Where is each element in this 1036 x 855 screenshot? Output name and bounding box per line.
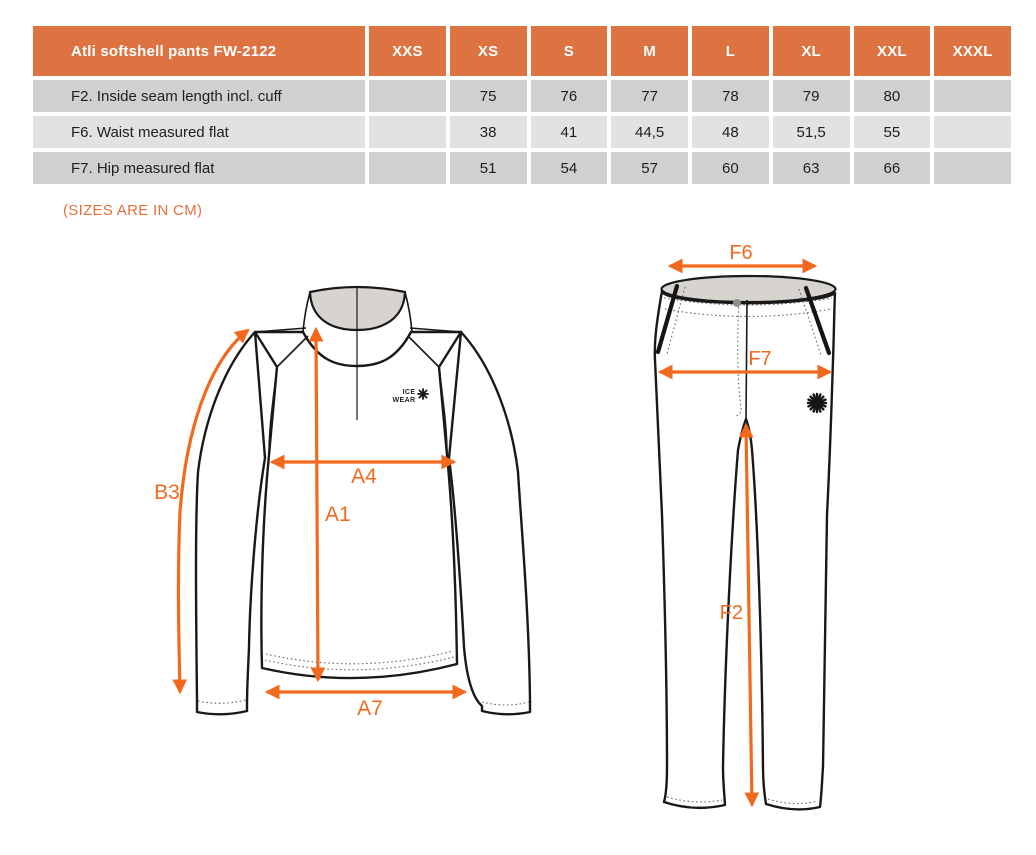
pants-diagram (610, 235, 950, 835)
label-a1: A1 (325, 503, 351, 526)
cell-inseam-xxl: 80 (854, 80, 931, 112)
cell-waist-xl: 51,5 (773, 116, 850, 148)
table-title: Atli softshell pants FW-2122 (33, 26, 365, 76)
row-label-inseam: F2. Inside seam length incl. cuff (33, 80, 365, 112)
brand-snowflake-icon (418, 389, 428, 399)
pants-drawing (655, 242, 836, 809)
cell-waist-xxxl (934, 116, 1011, 148)
snowflake-icon (808, 394, 826, 412)
label-b3: B3 (154, 481, 180, 504)
row-label-waist: F6. Waist measured flat (33, 116, 365, 148)
label-f6: F6 (729, 242, 753, 264)
label-f7: F7 (748, 348, 772, 370)
brand-logo-line1: ICE (402, 389, 416, 396)
pullover-diagram (148, 262, 568, 742)
cell-waist-xs: 38 (450, 116, 527, 148)
size-col-l: L (692, 26, 769, 76)
a1-arrow (316, 329, 318, 680)
cell-hip-l: 60 (692, 152, 769, 184)
label-f2: F2 (719, 602, 743, 624)
size-col-s: S (531, 26, 608, 76)
brand-logo-line2: WEAR (392, 397, 416, 404)
cell-hip-s: 54 (531, 152, 608, 184)
label-a7: A7 (357, 697, 383, 720)
fly-center-line (746, 300, 747, 419)
cell-inseam-xl: 79 (773, 80, 850, 112)
size-col-xxxl: XXXL (934, 26, 1011, 76)
cell-waist-m: 44,5 (611, 116, 688, 148)
cell-inseam-xs: 75 (450, 80, 527, 112)
pants-body (655, 291, 835, 809)
pullover-right-sleeve (449, 332, 530, 714)
size-table (33, 26, 1011, 184)
cell-waist-s: 41 (531, 116, 608, 148)
pullover-body (255, 332, 461, 678)
cell-hip-xs: 51 (450, 152, 527, 184)
row-label-hip: F7. Hip measured flat (33, 152, 365, 184)
size-col-xs: XS (450, 26, 527, 76)
cell-inseam-l: 78 (692, 80, 769, 112)
sizes-unit-note: (SIZES ARE IN CM) (63, 202, 203, 219)
cell-hip-xxs (369, 152, 446, 184)
size-col-xxs: XXS (369, 26, 446, 76)
waist-button (733, 299, 741, 307)
f2-arrow (746, 425, 752, 805)
cell-hip-xl: 63 (773, 152, 850, 184)
collar-right-edge (405, 292, 412, 332)
size-col-xxl: XXL (854, 26, 931, 76)
cell-inseam-s: 76 (531, 80, 608, 112)
cell-waist-l: 48 (692, 116, 769, 148)
size-col-m: M (611, 26, 688, 76)
cell-inseam-m: 77 (611, 80, 688, 112)
label-a4: A4 (351, 465, 377, 488)
pullover-drawing (154, 287, 530, 720)
size-col-xl: XL (773, 26, 850, 76)
cell-hip-m: 57 (611, 152, 688, 184)
cell-hip-xxxl (934, 152, 1011, 184)
cell-hip-xxl: 66 (854, 152, 931, 184)
cell-waist-xxs (369, 116, 446, 148)
cell-waist-xxl: 55 (854, 116, 931, 148)
cell-inseam-xxxl (934, 80, 1011, 112)
cell-inseam-xxs (369, 80, 446, 112)
collar-left-edge (303, 292, 310, 332)
